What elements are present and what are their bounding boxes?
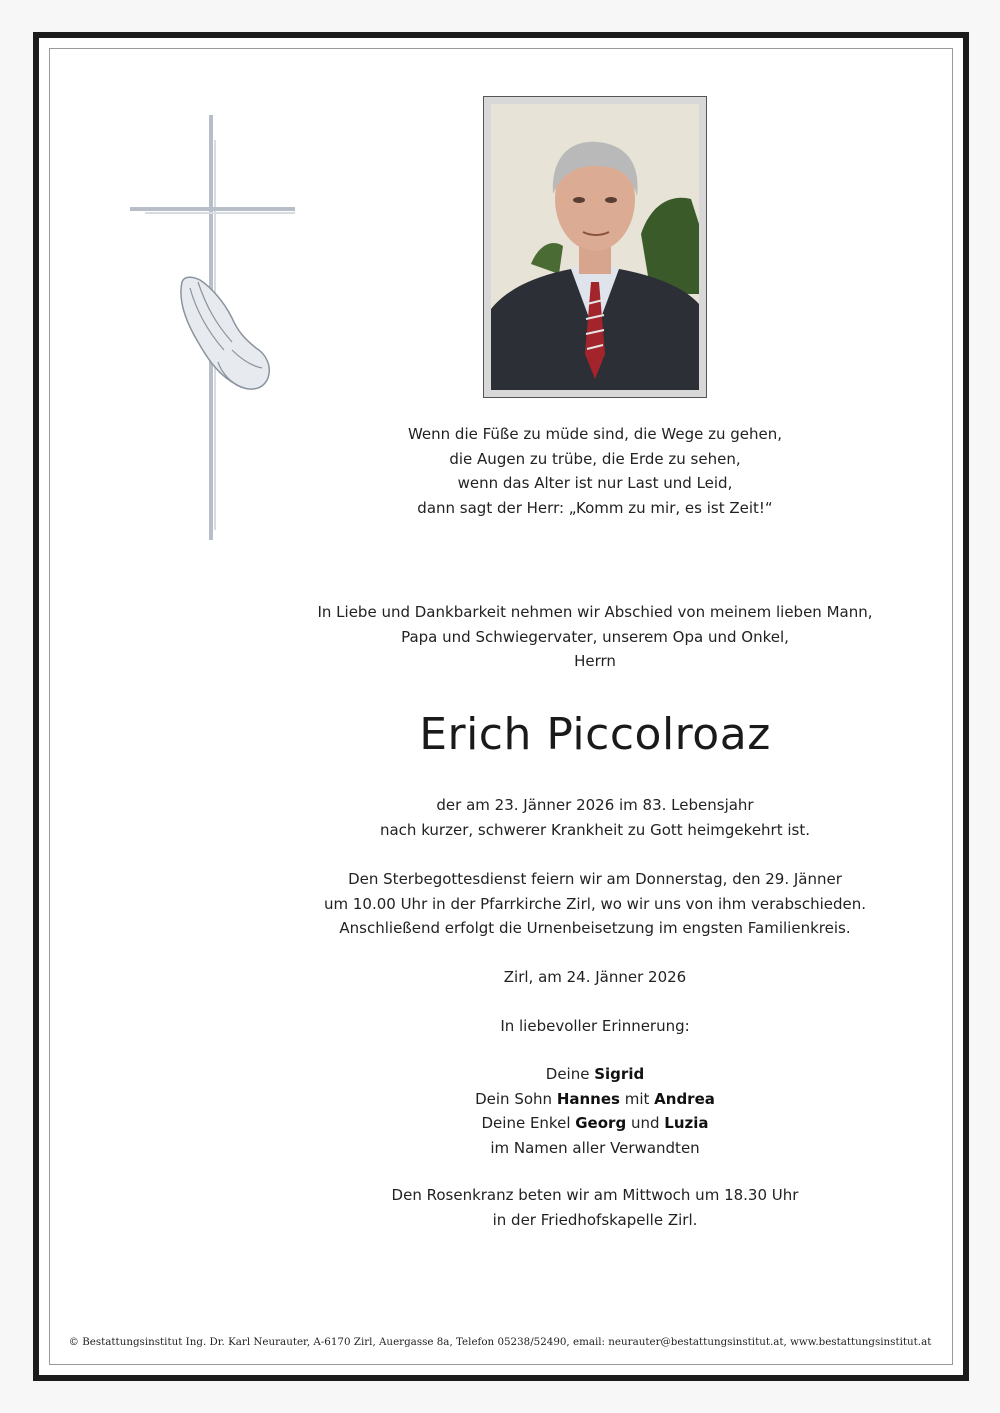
intro-line: Papa und Schwiegervater, unserem Opa und Onkel, bbox=[401, 627, 789, 646]
intro-line: In Liebe und Dankbarkeit nehmen wir Abschied von meinem lieben Mann, bbox=[317, 603, 873, 621]
poem-line: die Augen zu trübe, die Erde zu sehen, bbox=[449, 449, 741, 468]
mourner-connector: und bbox=[626, 1114, 665, 1132]
mourner-name: Hannes bbox=[556, 1089, 620, 1108]
mourner-connector: mit bbox=[619, 1089, 655, 1108]
poem-line: Wenn die Füße zu müde sind, die Wege zu gehen, bbox=[407, 425, 783, 443]
mourner-name: Andrea bbox=[654, 1089, 715, 1108]
praying-hands-icon bbox=[181, 277, 269, 389]
rosary-info bbox=[290, 1183, 900, 1232]
funeral-service-info bbox=[290, 867, 900, 941]
mourners-list bbox=[290, 1062, 900, 1160]
cross-icon bbox=[120, 110, 310, 550]
memory-heading bbox=[290, 1014, 900, 1039]
mourner-line: im Namen aller Verwandten bbox=[490, 1138, 700, 1157]
mourner-name: Luzia bbox=[664, 1114, 709, 1132]
service-line: um 10.00 Uhr in der Pfarrkirche Zirl, wo wir uns von ihm verabschieden. bbox=[323, 894, 867, 913]
portrait-photo bbox=[483, 96, 707, 398]
mourner-prefix: Deine bbox=[545, 1065, 595, 1083]
cross-with-hands bbox=[120, 110, 310, 550]
death-notice-line: der am 23. Jänner 2026 im 83. Lebensjahr bbox=[436, 796, 754, 814]
mourner-name: Sigrid bbox=[594, 1065, 645, 1083]
mourner-line bbox=[290, 1062, 900, 1087]
mourner-line bbox=[290, 1087, 900, 1112]
place-date bbox=[290, 965, 900, 990]
service-line: Den Sterbegottesdienst feiern wir am Donnerstag, den 29. Jänner bbox=[348, 870, 842, 888]
mourner-prefix: Deine Enkel bbox=[481, 1114, 576, 1132]
announcement-intro bbox=[290, 600, 900, 674]
funeral-home-footer: © Bestattungsinstitut Ing. Dr. Karl Neurauter, A-6170 Zirl, Auergasse 8a, Telefon 05238/52490, email: neurauter@bestattungsinstitut.at, www.bestattungsinstitut.at bbox=[68, 1336, 932, 1348]
death-notice-line: nach kurzer, schwerer Krankheit zu Gott heimgekehrt ist. bbox=[379, 820, 810, 839]
poem-line: wenn das Alter ist nur Last und Leid, bbox=[457, 474, 733, 492]
intro-line: Herrn bbox=[574, 652, 616, 670]
place-date-text: Zirl, am 24. Jänner 2026 bbox=[503, 968, 687, 986]
memory-heading-text: In liebevoller Erinnerung: bbox=[500, 1017, 690, 1035]
death-notice bbox=[290, 793, 900, 842]
mourner-name: Georg bbox=[575, 1114, 627, 1132]
rosary-line: in der Friedhofskapelle Zirl. bbox=[492, 1210, 698, 1229]
rosary-line: Den Rosenkranz beten wir am Mittwoch um 18.30 Uhr bbox=[391, 1186, 799, 1204]
poem-line: dann sagt der Herr: „Komm zu mir, es ist Zeit!“ bbox=[417, 498, 773, 517]
service-line: Anschließend erfolgt die Urnenbeisetzung im engsten Familienkreis. bbox=[339, 919, 851, 937]
mourner-line bbox=[290, 1111, 900, 1136]
mourner-prefix: Dein Sohn bbox=[475, 1089, 557, 1108]
deceased-name: Erich Piccolroaz bbox=[419, 709, 771, 760]
poem bbox=[290, 422, 900, 520]
